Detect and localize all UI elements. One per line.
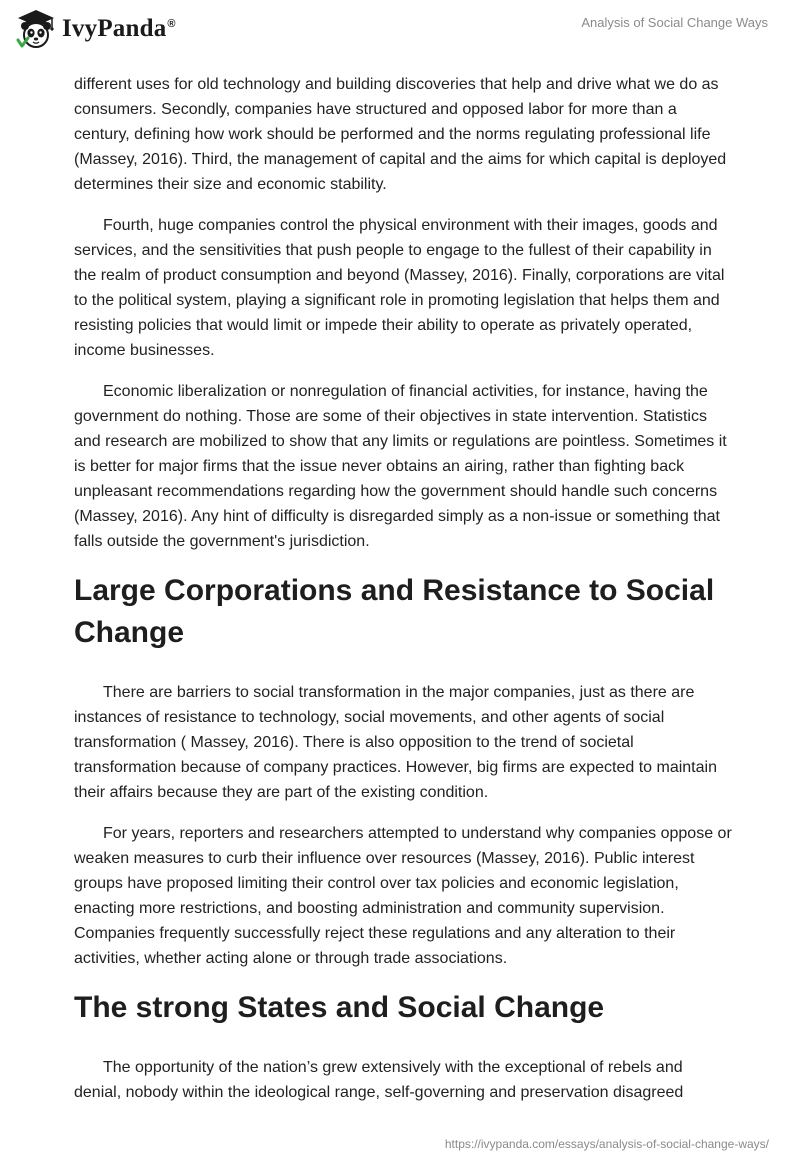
essay-body	[74, 72, 734, 1121]
page-header	[0, 0, 800, 64]
document-title: Analysis of Social Change Ways	[581, 15, 768, 30]
paragraph: There are barriers to social transformation in the major companies, just as there are instances of resistance to technology, social movements, and other agents of social transformation ( Massey, 2016). There is also opposition to the trend of societal transformation because of company practices. However, big firms are expected to maintain their affairs because they are part of the existing condition.	[74, 684, 717, 801]
brand-logo[interactable]	[14, 8, 176, 50]
section-heading: Large Corporations and Resistance to Social Change	[74, 574, 715, 649]
paragraph: Economic liberalization or nonregulation of financial activities, for instance, having the government do nothing. Those are some of their objectives in state intervention. Statistics and research are mobilized to show that any limits or regulations are pointless. Sometimes it is better for major firms that the issue never obtains an airing, rather than fighting back unpleasant recommendations regarding how the government should handle such concerns (Massey, 2016). Any hint of difficulty is disregarded simply as a non-issue or something that falls outside the government's jurisdiction.	[74, 383, 727, 550]
paragraph: For years, reporters and researchers attempted to understand why companies oppose or weaken measures to curb their influence over resources (Massey, 2016). Public interest groups have proposed limiting their control over tax policies and economic legislation, enacting more restrictions, and boosting administration and community supervision. Companies frequently successfully reject these regulations and any alteration to their activities, whether acting alone or through trade associations.	[74, 825, 732, 967]
source-url-link[interactable]: https://ivypanda.com/essays/analysis-of-social-change-ways/	[444, 1137, 769, 1151]
panda-graduate-icon	[14, 8, 58, 50]
paragraph: Fourth, huge companies control the physical environment with their images, goods and services, and the sensitivities that push people to engage to the fullest of their capability in the realm of product consumption and beyond (Massey, 2016). Finally, corporations are vital to the political system, playing a significant role in promoting legislation that helps them and resisting policies that would limit or impede their ability to operate as privately operated, income businesses.	[74, 217, 725, 359]
section-heading: The strong States and Social Change	[74, 991, 605, 1024]
brand-name: IvyPanda®	[62, 15, 176, 42]
paragraph: different uses for old technology and building discoveries that help and drive what we do as consumers. Secondly, companies have structured and opposed labor for more than a century, defining how work should be performed and the norms regulating professional life (Massey, 2016). Third, the management of capital and the aims for which capital is deployed determines their size and economic stability.	[74, 76, 727, 193]
paragraph: The opportunity of the nation’s grew extensively with the exceptional of rebels and denial, nobody within the ideological range, self-governing and preservation disagreed	[74, 1059, 684, 1101]
